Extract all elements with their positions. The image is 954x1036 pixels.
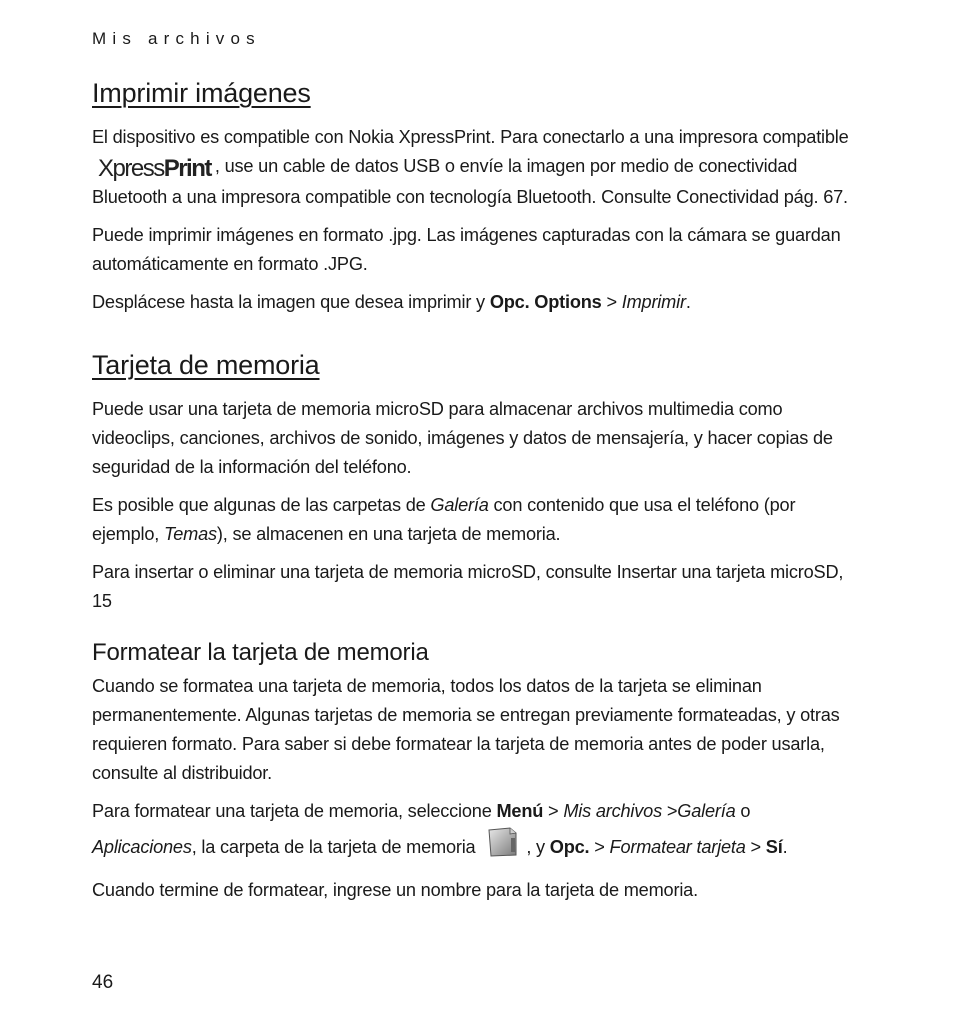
paragraph-print-instructions: Desplácese hasta la imagen que desea imprimir y Opc. Options > Imprimir. bbox=[92, 292, 691, 312]
heading-print-images: Imprimir imágenes bbox=[92, 78, 311, 108]
xpressprint-logo: XpressPrint bbox=[98, 155, 211, 182]
paragraph-microsd-usage: Puede usar una tarjeta de memoria microSD para almacenar archivos multimedia como videoclips, canciones, archivos de sonido, imágenes y datos de mensajería, y hacer copias de seguridad de la información del teléfono. bbox=[92, 399, 833, 477]
memory-card-folder-icon bbox=[486, 826, 520, 867]
paragraph-gallery-folders: Es posible que algunas de las carpetas de Galería con contenido que usa el teléfono (por ejemplo, Temas), se almacenen en una tarjeta de memoria. bbox=[92, 495, 796, 544]
paragraph-format-warning: Cuando se formatea una tarjeta de memoria, todos los datos de la tarjeta se eliminan permanentemente. Algunas tarjetas de memoria se entregan previamente formateadas, y otras requieren formato. Para saber si debe formatear la tarjeta de memoria antes de poder usarla, consulte al distribuidor. bbox=[92, 676, 840, 783]
paragraph-insert-card: Para insertar o eliminar una tarjeta de memoria microSD, consulte Insertar una tarjeta microSD, 15 bbox=[92, 562, 844, 611]
heading-format-card: Formatear la tarjeta de memoria bbox=[92, 639, 429, 666]
paragraph-xpressprint: El dispositivo es compatible con Nokia XpressPrint. Para conectarlo a una impresora compatibleXpressPrint , use un cable de datos USB o envíe la imagen por medio de conectividad Bluetooth a una impresora compatible con tecnología Bluetooth. Consulte Conectividad pág. 67. bbox=[92, 127, 849, 207]
paragraph-name-card: Cuando termine de formatear, ingrese un nombre para la tarjeta de memoria. bbox=[92, 880, 698, 900]
heading-memory-card: Tarjeta de memoria bbox=[92, 350, 320, 380]
paragraph-jpg-format: Puede imprimir imágenes en formato .jpg. Las imágenes capturadas con la cámara se guardan automáticamente en formato .JPG. bbox=[92, 225, 841, 274]
paragraph-format-instructions: Para formatear una tarjeta de memoria, seleccione Menú > Mis archivos >Galería o Aplicaciones, la carpeta de la tarjeta de memoria , y Opc. > Formatear tarjeta > Sí. bbox=[92, 797, 852, 867]
running-header: Mis archivos bbox=[92, 29, 261, 48]
menu-path-print: Imprimir bbox=[621, 292, 686, 312]
page-content bbox=[92, 75, 852, 914]
menu-path-options: Opc. Options bbox=[489, 292, 602, 312]
page-number: 46 bbox=[92, 972, 114, 993]
